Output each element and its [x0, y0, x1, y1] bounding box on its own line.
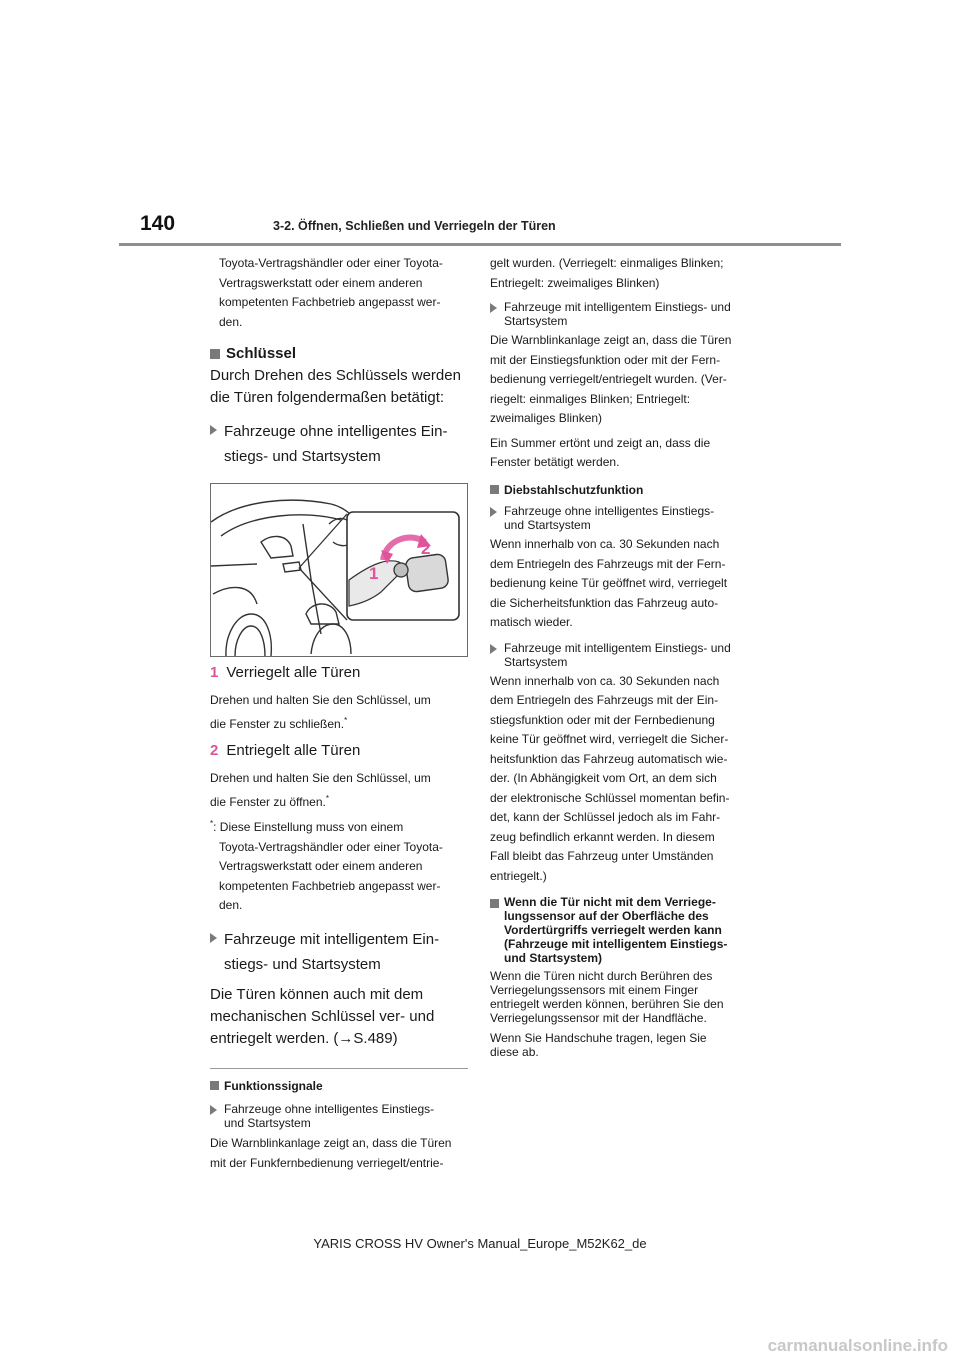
text-line: Startsystem: [504, 314, 568, 328]
text-line: Verriegelungssensor mit der Handfläche.: [490, 1011, 707, 1025]
text-line: Wenn Sie Handschuhe tragen, legen Sie: [490, 1031, 707, 1045]
text-line: Fall bleibt das Fahrzeug unter Umständen: [490, 849, 714, 863]
text-line: entriegelt.): [490, 868, 547, 883]
text-line: matisch wieder.: [490, 615, 573, 629]
left-column: [210, 254, 468, 1173]
text-line: den.: [219, 314, 243, 329]
text-line: zweimaliges Blinken): [490, 411, 603, 425]
square-bullet-icon: [490, 485, 499, 494]
text-line: Fahrzeuge ohne intelligentes Einstiegs-: [504, 504, 715, 518]
text-line: Startsystem: [504, 654, 568, 669]
text-line: kompetenten Fachbetrieb angepasst wer-: [219, 295, 441, 309]
text-line: riegelt: einmaliges Blinken; Entriegelt:: [490, 391, 691, 406]
text-line: bedienung verriegelt/entriegelt wurden. (Ver-: [490, 372, 727, 386]
text-line: Fahrzeuge ohne intelligentes Ein-: [224, 423, 448, 440]
text-line: mit der Einstiegsfunktion oder mit der Fern-: [490, 352, 721, 367]
text-line: Drehen und halten Sie den Schlüssel, um: [210, 771, 431, 785]
text-line: Wenn innerhalb von ca. 30 Sekunden nach: [490, 673, 720, 688]
text-line: bedienung keine Tür geöffnet wird, verriegelt: [490, 576, 728, 590]
theft-heading: [490, 481, 752, 501]
intro-text: [210, 254, 468, 332]
text-line: Ein Summer ertönt und zeigt an, dass die: [490, 435, 711, 450]
text-line: Fahrzeuge ohne intelligentes Einstiegs-: [224, 1102, 435, 1116]
door-sensor-text-2: [490, 1031, 752, 1059]
text-line: Die Warnblinkanlage zeigt an, dass die Türen: [490, 333, 732, 347]
bullet-text: [224, 1102, 434, 1130]
text-line: mit der Funkfernbedienung verriegelt/entrie-: [210, 1155, 444, 1170]
text-line: stiegs- und Startsystem: [224, 955, 381, 973]
text-line: stiegsfunktion oder mit der Fernbedienung: [490, 712, 715, 727]
text-line: Drehen und halten Sie den Schlüssel, um: [210, 693, 431, 707]
item-lock-all: [210, 662, 468, 684]
text-line: Die Warnblinkanlage zeigt an, dass die Türen: [210, 1136, 452, 1150]
func-heading: [210, 1077, 468, 1097]
text-line: Wenn innerhalb von ca. 30 Sekunden nach: [490, 537, 720, 551]
triangle-bullet-icon: [490, 644, 497, 654]
bullet-no-smart-entry: [210, 419, 468, 469]
car-door-key-drawing: [211, 484, 467, 656]
footnote-marker: *: [210, 819, 214, 828]
func-bullet: [210, 1102, 468, 1130]
header-rule: [119, 243, 841, 246]
text-line: (Fahrzeuge mit intelligentem Einstiegs-: [504, 937, 728, 951]
square-bullet-icon: [210, 1081, 219, 1090]
text-line: Fenster betätigt werden.: [490, 455, 620, 469]
text-line: der. (In Abhängigkeit vom Ort, an dem sich: [490, 771, 717, 785]
text-line: Toyota-Vertragshändler oder einer Toyota-: [219, 256, 443, 270]
door-sensor-heading: [490, 895, 752, 965]
text-line: Fahrzeuge mit intelligentem Einstiegs- und: [504, 640, 731, 655]
square-bullet-icon: [490, 899, 499, 908]
text-line: Fahrzeuge mit intelligentem Einstiegs- und: [504, 300, 731, 314]
text-line: lungssensor auf der Oberfläche des: [504, 909, 709, 923]
item-label: Verriegelt alle Türen: [226, 664, 361, 681]
bullet-text: [224, 419, 447, 469]
footnote-marker: *: [344, 715, 348, 725]
text-line: dem Entriegeln des Fahrzeugs mit der Fern-: [490, 556, 726, 571]
item-number: 2: [210, 742, 219, 759]
text-line: kompetenten Fachbetrieb angepasst wer-: [219, 878, 441, 893]
bullet-text: [504, 641, 731, 669]
text-line: stiegs- und Startsystem: [224, 448, 381, 465]
theft-bullet-smart: [490, 641, 752, 669]
item-unlock-all: [210, 740, 468, 762]
bullet-text: [504, 504, 714, 532]
text-line: [210, 711, 468, 735]
right-column: [490, 254, 752, 1059]
text-line: Durch Drehen des Schlüssels werden: [210, 367, 461, 384]
footnote: [210, 814, 468, 916]
text-line: entriegelt werden können, berühren Sie den: [490, 997, 724, 1011]
item-label: Entriegelt alle Türen: [226, 742, 361, 759]
text-fragment: die Fenster zu öffnen.: [210, 794, 326, 809]
text-line: und Startsystem: [504, 518, 591, 532]
watermark: carmanualsonline.info: [767, 1336, 948, 1355]
item2-text: [210, 769, 468, 812]
text-line: Entriegelt: zweimaliges Blinken): [490, 275, 660, 290]
text-line: der elektronische Schlüssel momentan befin-: [490, 790, 730, 805]
text-fragment: : Diese Einstellung muss von einem: [213, 820, 404, 834]
text-line: Toyota-Vertragshändler oder einer Toyota-: [219, 839, 443, 854]
text-line: Vertragswerkstatt oder einem anderen: [219, 859, 423, 873]
triangle-bullet-icon: [210, 1105, 217, 1115]
text-line: den.: [219, 898, 243, 912]
buzzer-text: [490, 434, 752, 473]
text-line: Die Türen können auch mit dem: [210, 985, 424, 1003]
figure-label-1: 1: [369, 564, 379, 583]
mechanical-key-text: [210, 984, 468, 1050]
text-line: Wenn die Tür nicht mit dem Verriege-: [504, 895, 716, 909]
theft-heading-label: Diebstahlschutzfunktion: [504, 482, 644, 497]
text-fragment: die Fenster zu schließen.: [210, 716, 345, 731]
text-line: heitsfunktion das Fahrzeug automatisch wie-: [490, 751, 728, 766]
page-number: 140: [140, 212, 176, 235]
hazard-text: [490, 331, 752, 429]
text-line: zeug befindlich erkannt werden. In diesem: [490, 829, 715, 844]
text-line: det, kann der Schlüssel jedoch als im Fahr-: [490, 810, 721, 824]
text-line: Vordertürgriffs verriegelt werden kann: [504, 923, 722, 937]
text-line: Fahrzeuge mit intelligentem Ein-: [224, 930, 440, 948]
bullet-smart-entry: [210, 927, 468, 977]
func-heading-label: Funktionssignale: [224, 1078, 323, 1093]
right-bullet-smart-entry: [490, 300, 752, 328]
text-line: diese ab.: [490, 1045, 539, 1059]
theft-bullet-no-smart: [490, 504, 752, 532]
key-heading: [210, 343, 468, 365]
text-line: die Türen folgendermaßen betätigt:: [210, 389, 445, 406]
text-line: mechanischen Schlüssel ver- und: [210, 1007, 435, 1025]
item-number: 1: [210, 664, 219, 681]
text-line: dem Entriegeln des Fahrzeugs mit der Ein-: [490, 693, 719, 707]
footnote-marker: *: [325, 793, 329, 803]
triangle-bullet-icon: [490, 507, 497, 517]
text-line: die Sicherheitsfunktion das Fahrzeug auto-: [490, 595, 719, 610]
bullet-text: [224, 927, 439, 977]
text-line: gelt wurden. (Verriegelt: einmaliges Blinken;: [490, 256, 724, 270]
text-line: und Startsystem): [504, 951, 603, 965]
square-bullet-icon: [210, 349, 220, 359]
key-illustration: [210, 483, 468, 657]
section-title: 3-2. Öffnen, Schließen und Verriegeln der Türen: [273, 219, 556, 233]
text-line: Vertragswerkstatt oder einem anderen: [219, 275, 423, 290]
figure-label-2: 2: [421, 539, 431, 558]
text-line: Verriegelungssensors mit einem Finger: [490, 983, 699, 997]
text-line: [210, 814, 468, 838]
triangle-bullet-icon: [490, 303, 497, 313]
triangle-bullet-icon: [210, 425, 217, 435]
text-line: keine Tür geöffnet wird, verriegelt die Sicher-: [490, 732, 729, 746]
heading-text: [504, 895, 727, 965]
key-heading-label: Schlüssel: [226, 345, 297, 362]
theft-text-2: [490, 672, 752, 887]
func-text: [210, 1134, 468, 1173]
footer-manual-name: YARIS CROSS HV Owner's Manual_Europe_M52K62_de: [313, 1236, 647, 1251]
door-sensor-text-1: [490, 969, 752, 1025]
theft-text-1: [490, 535, 752, 633]
bullet-text: [504, 300, 731, 328]
text-line: Wenn die Türen nicht durch Berühren des: [490, 969, 713, 983]
text-line: entriegelt werden. (→S.489): [210, 1029, 398, 1047]
text-line: und Startsystem: [224, 1116, 311, 1130]
text-line: [210, 789, 468, 813]
section-divider: [210, 1068, 468, 1069]
triangle-bullet-icon: [210, 933, 217, 943]
item1-text: [210, 691, 468, 734]
